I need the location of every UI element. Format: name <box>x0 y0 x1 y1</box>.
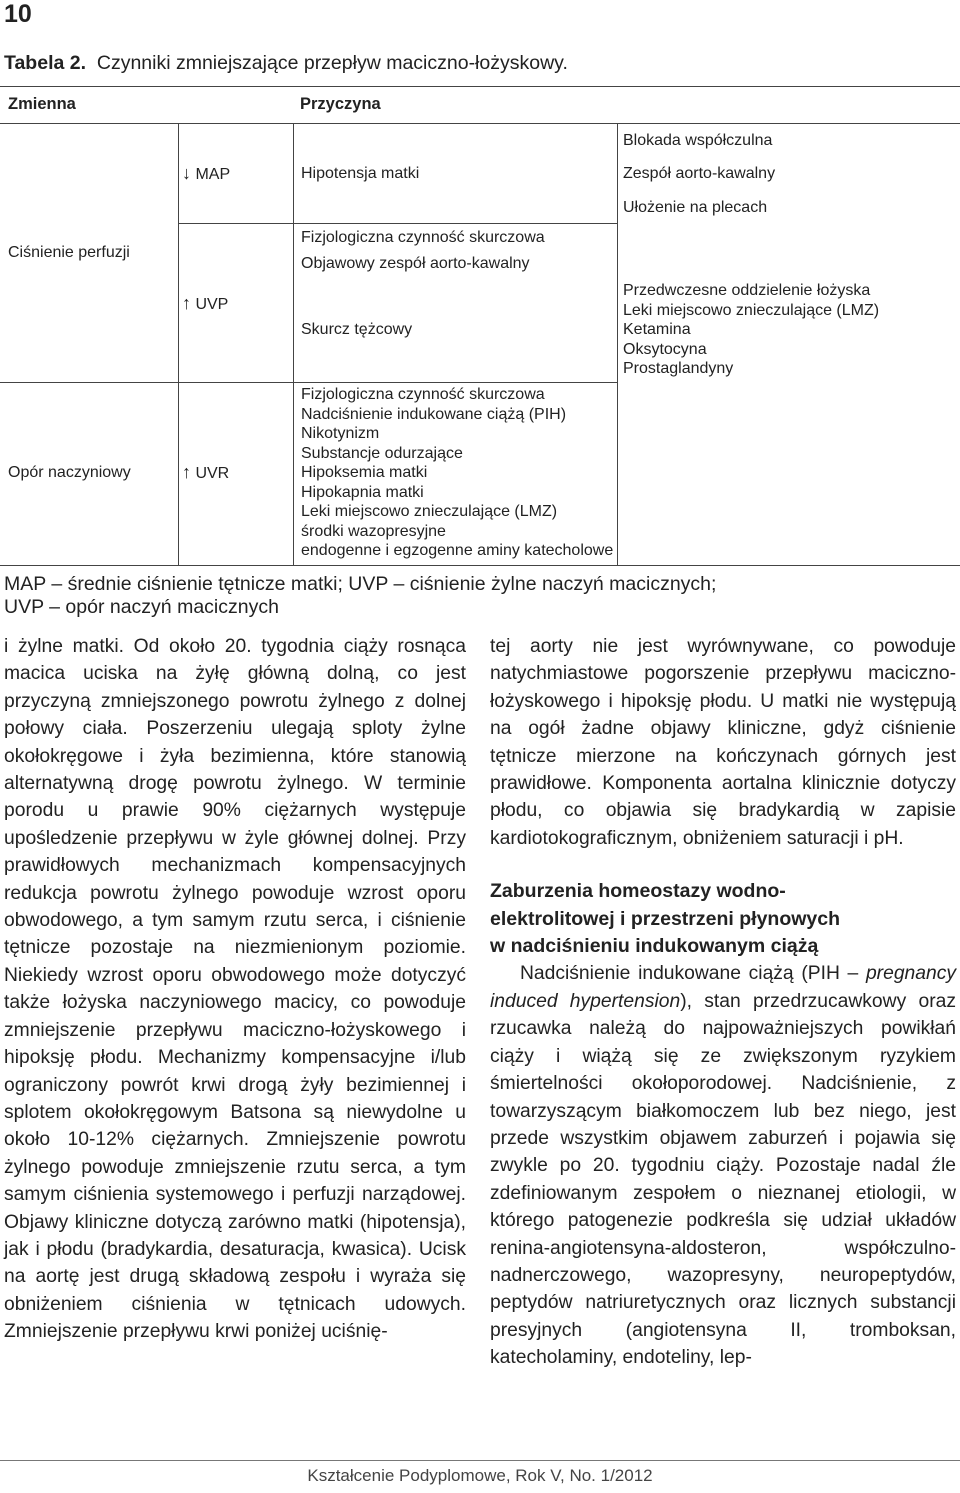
footer-rule <box>0 1460 960 1461</box>
tetanic-detail: Przedwczesne oddzielenie łożyska <box>623 282 871 299</box>
param-map-label: MAP <box>195 166 231 183</box>
map-detail: Ułożenie na plecach <box>623 199 768 216</box>
right-paragraph-2 <box>490 960 956 1371</box>
table-caption <box>4 52 568 75</box>
section-heading-line: Zaburzenia homeostazy wodno- <box>490 880 786 903</box>
tetanic-detail: Leki miejscowo znieczulające (LMZ) <box>623 301 880 319</box>
para2-rest: ), stan przedrzucawkowy oraz rzucawka należą do najpoważniejszych powikłań ciąży i wiążą się ze zwiększonym ryzykiem śmiertelności okołoporodowej. Nadciśnienie, z towarzyszącym białkomoczem lub bez niego, jest przede wszystkim objawem zaburzeń i pojawia się zwykle po 20. tygodniu ciąży. Pozostaje nadal źle zdefiniowanym zespołem o nieznanej etiologii, w którego patogenezie podkreśla się udział układów renina-angiotensyna-aldosteron, współczulno-nadnerczowego, wazopresyny, neuropeptydów, peptydów natriuretycznych oraz licznych substancji presyjnych (angiotensyna II, tromboksan, katecholaminy, endoteliny, lep- <box>490 990 956 1369</box>
right-column <box>490 633 956 1372</box>
table-caption-text: Czynniki zmniejszające przepływ maciczno-łożyskowy. <box>96 52 568 74</box>
journal-footer: Kształcenie Podyplomowe, Rok V, No. 1/2012 <box>307 1466 653 1485</box>
table-divider-3 <box>617 123 618 565</box>
table-header-rule <box>0 123 960 124</box>
table-bottom-rule <box>0 565 960 566</box>
para2-italic: pregnancy induced hypertension <box>490 963 956 1012</box>
left-column <box>4 633 466 1346</box>
uvr-cause: Hipokapnia matki <box>301 483 424 501</box>
uvr-cause: środki wazopresyjne <box>301 522 446 540</box>
uvp-cause: Objawowy zespół aorto-kawalny <box>301 255 530 272</box>
arrow-up-icon: ↑ <box>182 293 191 313</box>
table-rule-perfusion <box>0 382 618 383</box>
var-resistance: Opór naczyniowy <box>8 464 131 481</box>
table-divider-1 <box>178 123 179 565</box>
param-uvp <box>182 294 228 315</box>
section-heading <box>490 878 956 960</box>
page-number: 10 <box>4 0 32 28</box>
arrow-down-icon: ↓ <box>182 163 191 183</box>
var-perfusion: Ciśnienie perfuzji <box>8 244 130 261</box>
uvr-cause: Leki miejscowo znieczulające (LMZ) <box>301 503 558 520</box>
table-top-rule <box>0 86 960 87</box>
uvp-cause: Fizjologiczna czynność skurczowa <box>301 229 545 246</box>
para2-start: Nadciśnienie indukowane ciążą (PIH – <box>520 963 866 985</box>
header-variable: Zmienna <box>8 95 76 113</box>
uvr-cause: Fizjologiczna czynność skurczowa <box>301 386 545 403</box>
table-divider-2 <box>293 123 294 565</box>
tetanic-detail: Oksytocyna <box>623 340 707 358</box>
tetanic-detail: Prostaglandyny <box>623 360 734 377</box>
header-cause: Przyczyna <box>300 95 381 113</box>
map-detail: Zespół aorto-kawalny <box>623 165 776 182</box>
cause-map: Hipotensja matki <box>301 165 420 182</box>
legend-line: UVP – opór naczyń macicznych <box>4 596 279 618</box>
param-uvr <box>182 463 229 484</box>
map-detail: Blokada współczulna <box>623 132 773 149</box>
table-caption-label: Tabela 2. <box>4 52 87 74</box>
section-heading-line: elektrolitowej i przestrzeni płynowych <box>490 907 841 930</box>
uvr-cause: Nikotynizm <box>301 425 380 442</box>
param-uvp-label: UVP <box>195 296 229 313</box>
uvr-cause: endogenne i egzogenne aminy katecholowe <box>301 542 614 559</box>
tetanic-details <box>623 281 879 379</box>
param-map <box>182 164 230 185</box>
tetanic-detail: Ketamina <box>623 321 691 338</box>
table-rule-map <box>178 223 618 224</box>
uvr-causes <box>301 385 613 561</box>
table-legend <box>4 573 716 619</box>
right-paragraph-1: tej aorty nie jest wyrównywane, co powoduje natychmiastowe pogorszenie przepływu maciczno-łożyskowego i hipoksję płodu. U matki nie występują na ogół żadne objawy kliniczne, gdyż ciśnienie tętnicze mierzone na kończynach górnych jest prawidłowe. Komponenta aortalna klinicznie dotyczy płodu, co objawia się bradykardią w zapisie kardiotokograficznym, obniżeniem saturacji i pH. <box>490 636 956 849</box>
uvr-cause: Substancje odurzające <box>301 444 463 462</box>
section-heading-line: w nadciśnieniu indukowanym ciążą <box>490 935 819 958</box>
uvr-cause: Nadciśnienie indukowane ciążą (PIH) <box>301 405 567 423</box>
param-uvr-label: UVR <box>195 465 230 482</box>
uvr-cause: Hipoksemia matki <box>301 464 428 481</box>
left-paragraph: i żylne matki. Od około 20. tygodnia ciąży rosnąca macica uciska na żyłę główną dolną, co jest przyczyną zmniejszonego powrotu żylnego z dolnej połowy ciała. Poszerzeniu ulegają sploty żylne okołokręgowe i żyła bezimienna, które stanowią alternatywną drogę powrotu żylnego. W terminie porodu u prawie 90% ciężarnych występuje upośledzenie przepływu w żyle głównej dolnej. Przy prawidłowych mechanizmach kompensacyjnych redukcja powrotu żylnego powoduje wzrost oporu obwodowego, a tym samym rzutu serca, i ciśnienie tętnicze pozostaje na niezmienionym poziomie. Niekiedy wzrost oporu obwodowego może dotyczyć także łożyska naczyniowego macicy, co powoduje zmniejszenie przepływu maciczno-łożyskowego i hipoksję płodu. Mechanizmy kompensacyjne i/lub ograniczony powrót krwi drogą żyły bezimiennej i splotem okołokręgowym Batsona są niewydolne u około 10-12% ciężarnych. Zmniejszenie powrotu żylnego powoduje zmniejszenie rzutu serca, a tym samym ciśnienia systemowego i perfuzji narządowej. Objawy kliniczne dotyczą zarówno matki (hipotensja), jak i płodu (bradykardia, desaturacja, kwasica). Ucisk na aortę jest drugą składową zespołu i wyraża się obniżeniem ciśnienia w tętnicach udowych. Zmniejszenie przepływu krwi poniżej uciśnię- <box>4 636 466 1343</box>
legend-line: MAP – średnie ciśnienie tętnicze matki; UVP – ciśnienie żylne naczyń macicznych; <box>4 573 717 595</box>
cause-tetanic: Skurcz tężcowy <box>301 321 413 338</box>
arrow-up-icon: ↑ <box>182 462 191 482</box>
